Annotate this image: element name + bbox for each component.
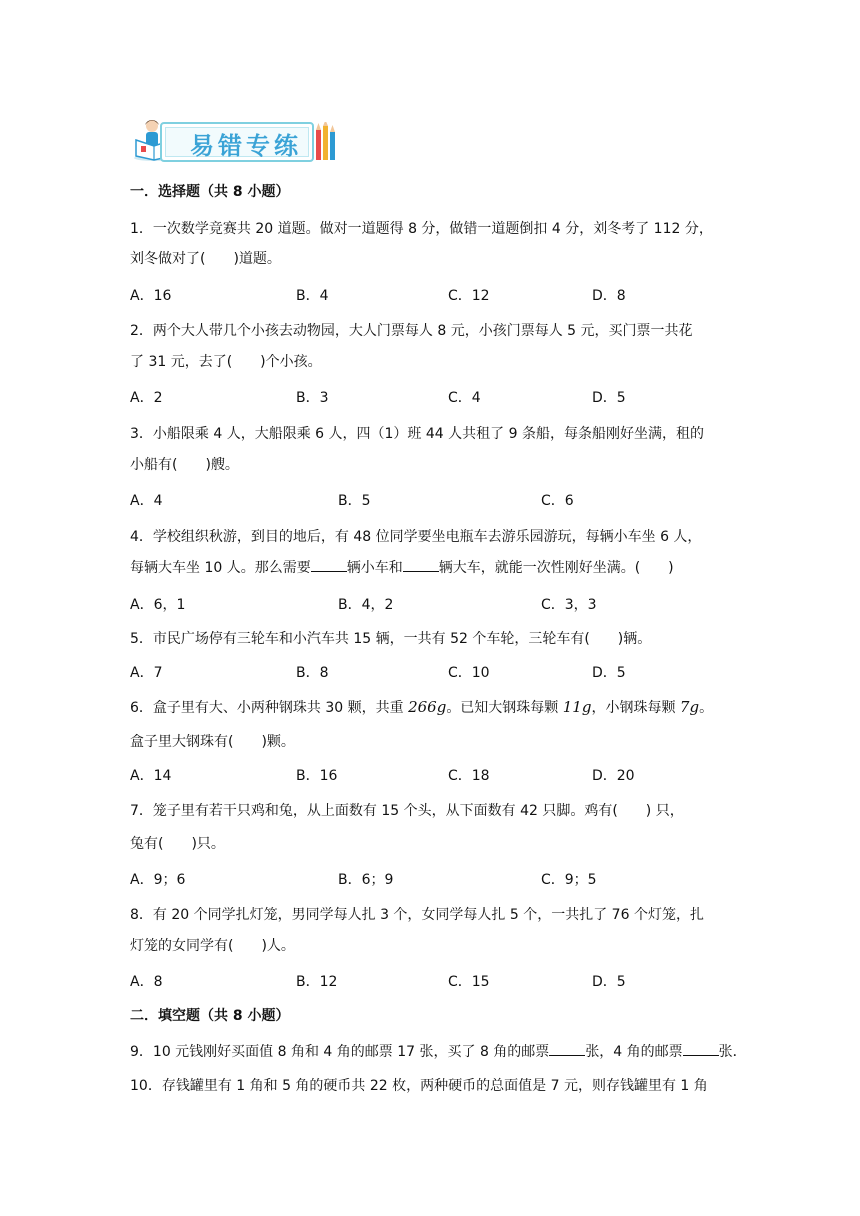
- q6-option-d: D．20: [592, 768, 635, 784]
- question-4-text-a: 每辆大车坐 10 人。那么需要: [130, 560, 311, 576]
- answer-blank: [403, 557, 439, 572]
- question-4-text-b: 辆小车和: [346, 560, 403, 576]
- q2-option-d: D．5: [592, 390, 626, 406]
- question-8-line-2: 灯笼的女同学有( )人。: [130, 938, 295, 954]
- answer-blank: [683, 1041, 719, 1056]
- q1-option-c: C．12: [448, 288, 490, 304]
- question-7-line-2: 兔有( )只。: [130, 836, 225, 852]
- question-5-line-1: 5．市民广场停有三轮车和小汽车共 15 辆，一共有 52 个车轮，三轮车有( )辆。: [130, 631, 652, 647]
- question-9-text-c: 张．: [718, 1044, 747, 1060]
- question-2-line-1: 2．两个大人带几个小孩去动物园，大人门票每人 8 元，小孩门票每人 5 元，买门票一共花: [130, 323, 693, 339]
- q2-option-c: C．4: [448, 390, 481, 406]
- q6-option-c: C．18: [448, 768, 490, 784]
- question-3-line-1: 3．小船限乘 4 人，大船限乘 6 人，四（1）班 44 人共租了 9 条船，每条船刚好坐满，租的: [130, 426, 704, 442]
- question-4-text-c: 辆大车，就能一次性刚好坐满。( ): [438, 560, 674, 576]
- question-6-line-1: [130, 697, 713, 717]
- answer-blank: [549, 1041, 585, 1056]
- q3-option-c: C．6: [541, 493, 574, 509]
- question-9-text-a: 9．10 元钱刚好买面值 8 角和 4 角的邮票 17 张，买了 8 角的邮票: [130, 1044, 550, 1060]
- q1-option-b: B．4: [296, 288, 329, 304]
- q6-option-b: B．16: [296, 768, 338, 784]
- question-7-line-1: 7．笼子里有若干只鸡和兔，从上面数有 15 个头，从下面数有 42 只脚。鸡有( ) 只，: [130, 803, 684, 819]
- question-4-line-2: [130, 557, 674, 577]
- section-heading-fill: 二．填空题（共 8 小题）: [130, 1008, 290, 1024]
- q1-option-a: A．16: [130, 288, 172, 304]
- q5-option-d: D．5: [592, 665, 626, 681]
- question-6-text-c: ，小钢珠每颗: [591, 700, 680, 716]
- q8-option-d: D．5: [592, 974, 626, 990]
- q4-option-c: C．3，3: [541, 597, 597, 613]
- q8-option-a: A．8: [130, 974, 163, 990]
- q5-option-c: C．10: [448, 665, 490, 681]
- question-9-line-1: [130, 1041, 747, 1061]
- weight-total: 266g: [408, 698, 447, 716]
- weight-large: 11g: [562, 698, 592, 716]
- q7-option-b: B．6；9: [338, 872, 394, 888]
- question-6-line-2: 盒子里大钢珠有( )颗。: [130, 734, 295, 750]
- question-6-text-d: 。: [699, 700, 714, 716]
- q7-option-c: C．9；5: [541, 872, 597, 888]
- question-1-line-2: 刘冬做对了( )道题。: [130, 251, 281, 267]
- weight-small: 7g: [679, 698, 700, 716]
- q2-option-b: B．3: [296, 390, 329, 406]
- question-6-text-b: 。已知大钢珠每颗: [446, 700, 563, 716]
- q8-option-c: C．15: [448, 974, 490, 990]
- q2-option-a: A．2: [130, 390, 163, 406]
- q4-option-a: A．6，1: [130, 597, 186, 613]
- q5-option-a: A．7: [130, 665, 163, 681]
- question-8-line-1: 8．有 20 个同学扎灯笼，男同学每人扎 3 个，女同学每人扎 5 个，一共扎了 76 个灯笼，扎: [130, 907, 704, 923]
- question-2-line-2: 了 31 元，去了( )个小孩。: [130, 354, 322, 370]
- section-heading-choice: 一．选择题（共 8 小题）: [130, 184, 290, 200]
- q1-option-d: D．8: [592, 288, 626, 304]
- q3-option-b: B．5: [338, 493, 371, 509]
- q5-option-b: B．8: [296, 665, 329, 681]
- q8-option-b: B．12: [296, 974, 338, 990]
- q3-option-a: A．4: [130, 493, 163, 509]
- question-1-line-1: 1．一次数学竞赛共 20 道题。做对一道题得 8 分，做错一道题倒扣 4 分，刘冬考了 112 分，: [130, 221, 713, 237]
- question-9-text-b: 张，4 角的邮票: [585, 1044, 683, 1060]
- pencils-icon: [314, 122, 340, 162]
- answer-blank: [311, 557, 347, 572]
- banner: [132, 116, 342, 162]
- question-3-line-2: 小船有( )艘。: [130, 457, 239, 473]
- q4-option-b: B．4，2: [338, 597, 394, 613]
- banner-title: 易错专练: [190, 131, 302, 160]
- question-10-line-1: 10．存钱罐里有 1 角和 5 角的硬币共 22 枚，两种硬币的总面值是 7 元，则存钱罐里有 1 角: [130, 1078, 708, 1094]
- q7-option-a: A．9；6: [130, 872, 186, 888]
- q6-option-a: A．14: [130, 768, 172, 784]
- question-4-line-1: 4．学校组织秋游，到目的地后，有 48 位同学要坐电瓶车去游乐园游玩，每辆小车坐 6 人，: [130, 529, 702, 545]
- question-6-text-a: 6．盒子里有大、小两种钢珠共 30 颗，共重: [130, 700, 409, 716]
